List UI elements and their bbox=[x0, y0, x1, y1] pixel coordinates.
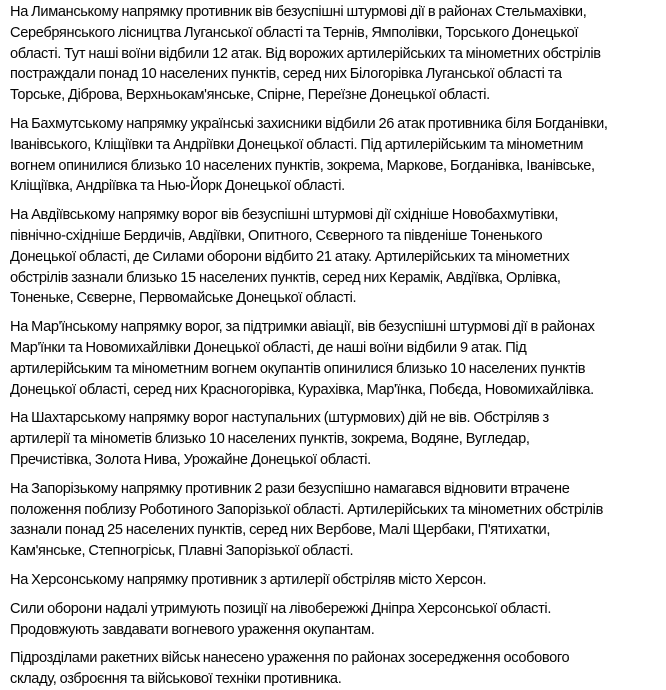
text-line: положення поблизу Роботиного Запорізької області. Артилерійських та мінометних обстрілів bbox=[10, 501, 603, 518]
paragraph-avdiivka-direction bbox=[10, 205, 660, 309]
text-line: північно-східніше Бердичів, Авдіївки, Опитного, Сєверного та південіше Тоненького bbox=[10, 227, 543, 244]
paragraph-missile-troops bbox=[10, 648, 660, 690]
text-line: Донецької області, серед них Красногорівка, Курахівка, Мар'їнка, Побєда, Новомихайлівка. bbox=[10, 381, 594, 398]
text-line: На Шахтарському напрямку ворог наступальних (штурмових) дій не вів. Обстріляв з bbox=[10, 410, 549, 427]
text-line: Пречистівка, Золота Нива, Урожайне Донецької області. bbox=[10, 451, 371, 468]
paragraph-bakhmut-direction bbox=[10, 114, 660, 197]
text-line: артилерії та мінометів близько 10 населених пунктів, зокрема, Водяне, Вугледар, bbox=[10, 431, 530, 448]
paragraph-marinka-direction bbox=[10, 317, 660, 400]
text-line: Тоненьке, Сєверне, Первомайське Донецької області. bbox=[10, 290, 357, 307]
text-line: На Бахмутському напрямку українські захисники відбили 26 атак противника біля Богданівки, bbox=[10, 115, 608, 132]
text-line: На Авдіївському напрямку ворог вів безуспішні штурмові дії східніше Новобахмутівки, bbox=[10, 207, 559, 224]
text-line: На Лиманському напрямку противник вів безуспішні штурмові дії в районах Стельмахівки, bbox=[10, 4, 587, 20]
paragraph-lyman-direction bbox=[10, 2, 660, 106]
text-line: На Запорізькому напрямку противник 2 рази безуспішно намагався відновити втрачене bbox=[10, 480, 570, 497]
text-line: постраждали понад 10 населених пунктів, серед них Білогорівка Луганської області та bbox=[10, 66, 562, 83]
text-line: Донецької області, де Силами оборони відбито 21 атаку. Артилерійських та мінометних bbox=[10, 248, 570, 265]
text-line: зазнали понад 25 населених пунктів, серед них Вербове, Малі Щербаки, П'ятихатки, bbox=[10, 522, 551, 539]
text-line: складу, озброєння та військової техніки противника. bbox=[10, 671, 342, 688]
text-line: Кам'янське, Степногріськ, Плавні Запорізької області. bbox=[10, 543, 354, 560]
text-line: Продовжують завдавати вогневого ураження окупантам. bbox=[10, 621, 375, 638]
text-line: Мар'їнки та Новомихайлівки Донецької області, де наші воїни відбили 9 атак. Під bbox=[10, 339, 527, 356]
text-line: На Херсонському напрямку противник з артилерії обстріляв місто Херсон. bbox=[10, 571, 487, 588]
paragraph-shakhtarsk-direction bbox=[10, 408, 660, 470]
text-line: Іванівського, Кліщіївки та Андріївки Донецької області. Під артилерійським та мінометним bbox=[10, 136, 584, 153]
text-line: Торське, Діброва, Верхньокам'янське, Спірне, Переїзне Донецької області. bbox=[10, 87, 490, 104]
text-line: області. Тут наші воїни відбили 12 атак. Від ворожих артилерійських та мінометних обстрілів bbox=[10, 45, 601, 62]
text-line: артилерійським та мінометним вогнем окупантів опинилися близько 10 населених пунктів bbox=[10, 360, 586, 377]
text-line: Сили оборони надалі утримують позиції на лівобережжі Дніпра Херсонської області. bbox=[10, 600, 552, 617]
text-line: Підрозділами ракетних військ нанесено ураження по районах зосередження особового bbox=[10, 650, 570, 667]
paragraph-zaporizhzhia-direction bbox=[10, 479, 660, 562]
text-line: Серебрянського лісництва Луганської області та Тернів, Ямполівки, Торського Донецької bbox=[10, 24, 579, 41]
text-line: На Мар'їнському напрямку ворог, за підтримки авіації, вів безуспішні штурмові дії в районах bbox=[10, 319, 595, 336]
paragraph-left-bank-dnipro bbox=[10, 599, 660, 641]
text-line: обстрілів зазнали близько 15 населених пунктів, серед них Керамік, Авдіївка, Орлівка, bbox=[10, 269, 561, 286]
paragraph-kherson-direction bbox=[10, 570, 660, 591]
text-line: Кліщіївка, Андріївка та Нью-Йорк Донецької області. bbox=[10, 178, 345, 195]
text-line: вогнем опинилися близько 10 населених пунктів, зокрема, Маркове, Богданівка, Іванівське, bbox=[10, 157, 595, 174]
